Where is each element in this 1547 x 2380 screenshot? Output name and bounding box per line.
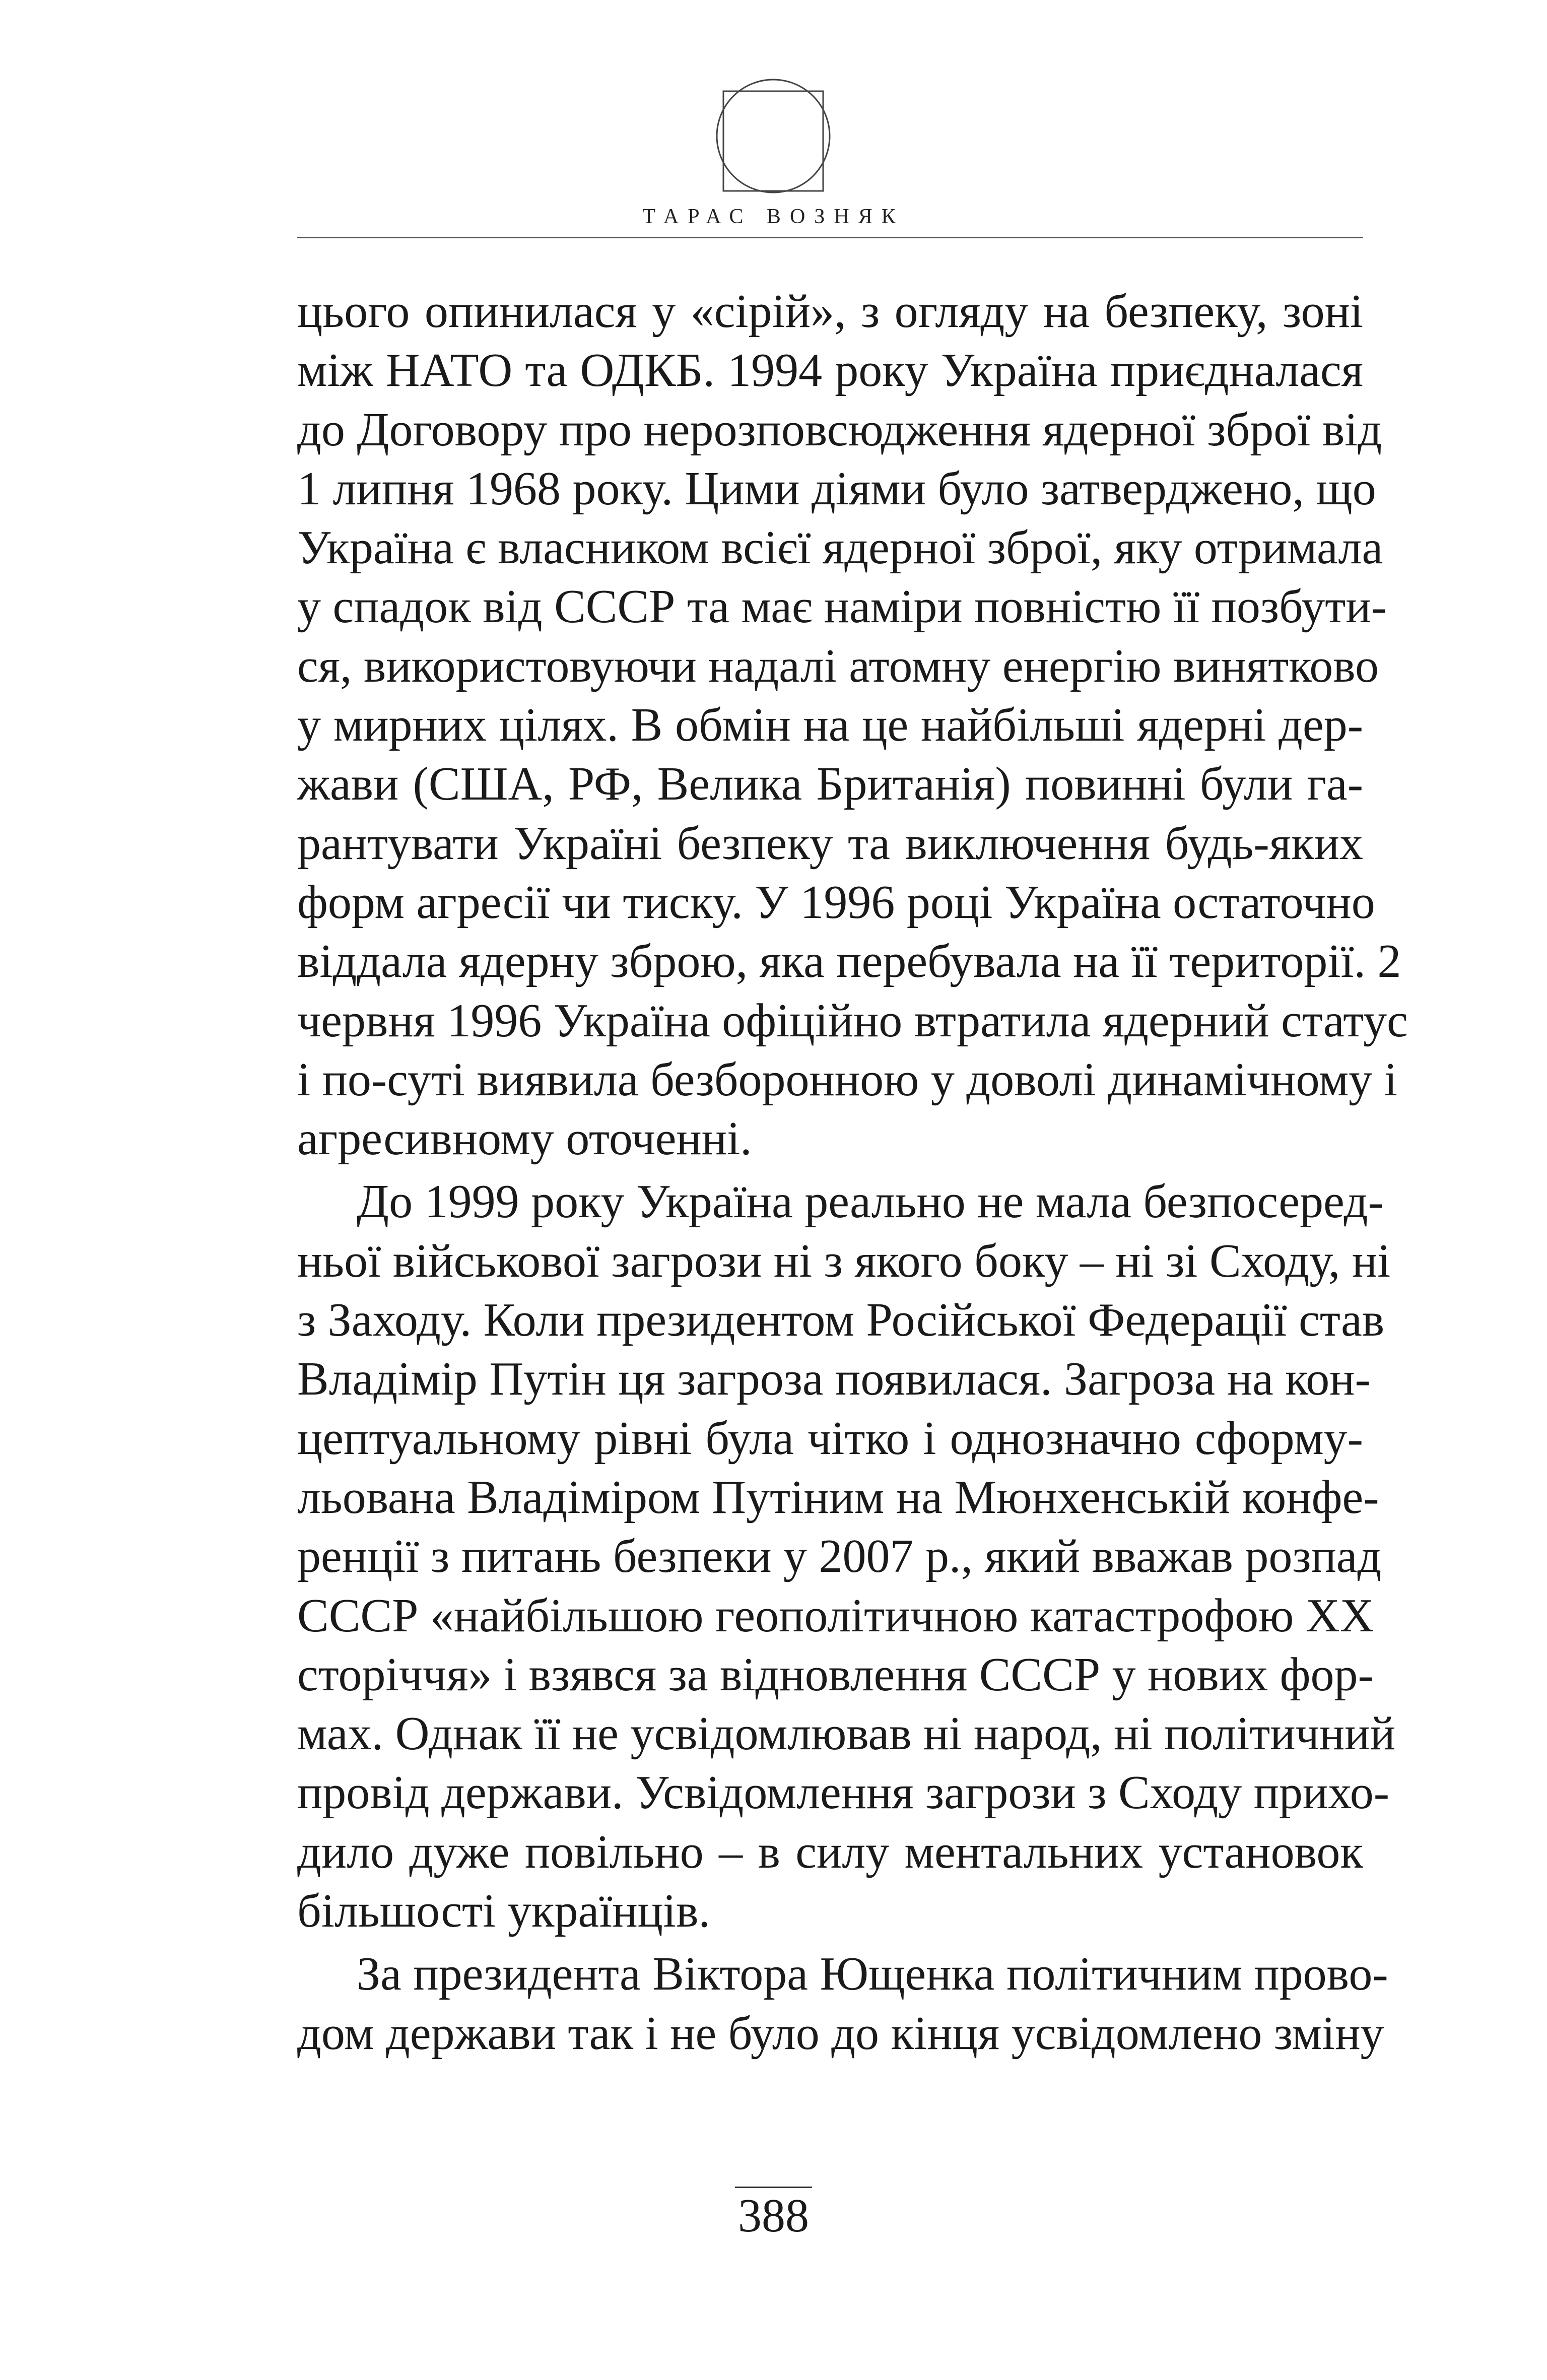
text-line: цього опинилася у «сірій», з огляду на безпеку, зоні <box>297 285 1363 338</box>
text-line: За президента Віктора Ющенка політичним прово- <box>357 1948 1388 2001</box>
text-line: мах. Однак її не усвідомлював ні народ, ні політичний <box>297 1707 1395 1760</box>
paragraph <box>297 282 1408 1168</box>
text-line: 1 липня 1968 року. Цими діями було затверджено, що <box>297 462 1376 515</box>
text-line: дом держави так і не було до кінця усвідомлено зміну <box>297 2007 1384 2060</box>
text-line: рантувати Україні безпеку та виключення будь-яких <box>297 817 1363 870</box>
emblem-circle-square-icon <box>713 76 834 202</box>
text-line: віддала ядерну зброю, яка перебувала на її території. 2 <box>297 935 1401 988</box>
text-line: форм агресії чи тиску. У 1996 році Україна остаточно <box>297 876 1375 929</box>
text-line: До 1999 року Україна реально не мала безпосеред- <box>357 1175 1384 1228</box>
body-text <box>297 282 1408 2063</box>
header-rule <box>297 237 1363 238</box>
text-line: ся, використовуючи надалі атомну енергію винятково <box>297 639 1379 692</box>
text-line: ренції з питань безпеки у 2007 р., який вважав розпад <box>297 1530 1382 1583</box>
page-footer <box>0 2187 1547 2243</box>
text-line: цептуальному рівні була чітко і однозначно сформу- <box>297 1412 1363 1465</box>
text-line: Україна є власником всієї ядерної зброї, яку отримала <box>297 521 1383 574</box>
text-line: у спадок від СССР та має наміри повністю її позбути- <box>297 580 1387 633</box>
text-line: Владімір Путін ця загроза появилася. Загроза на кон- <box>297 1353 1371 1406</box>
running-head-author: ТАРАС ВОЗНЯК <box>642 205 905 228</box>
text-line: агресивному оточенні. <box>297 1112 752 1165</box>
text-line: червня 1996 Україна офіційно втратила ядерний статус <box>297 994 1408 1047</box>
paragraph <box>297 1172 1395 1941</box>
text-line: дило дуже повільно – в силу ментальних установок <box>297 1825 1363 1878</box>
text-line: сторіччя» і взявся за відновлення СССР у нових фор- <box>297 1648 1374 1701</box>
text-line: з Заходу. Коли президентом Російської Федерації став <box>297 1294 1385 1347</box>
text-line: ньої військової загрози ні з якого боку – ні зі Сходу, ні <box>297 1234 1391 1287</box>
text-line: у мирних цілях. В обмін на це найбільші ядерні дер- <box>297 699 1363 752</box>
text-line: між НАТО та ОДКБ. 1994 року Україна приєдналася <box>297 344 1363 397</box>
page-number: 388 <box>735 2187 812 2243</box>
text-line: до Договору про нерозповсюдження ядерної зброї від <box>297 403 1382 456</box>
text-line: льована Владіміром Путіним на Мюнхенській конфе- <box>297 1471 1379 1524</box>
text-line: провід держави. Усвідомлення загрози з Сходу прихо- <box>297 1766 1390 1819</box>
text-line: більшості українців. <box>297 1885 710 1938</box>
text-line: жави (США, РФ, Велика Британія) повинні були га- <box>297 758 1363 811</box>
text-line: і по-суті виявила безборонною у доволі динамічному і <box>297 1053 1397 1106</box>
text-line: СССР «найбільшою геополітичною катастрофою ХХ <box>297 1589 1374 1642</box>
paragraph <box>297 1945 1388 2063</box>
